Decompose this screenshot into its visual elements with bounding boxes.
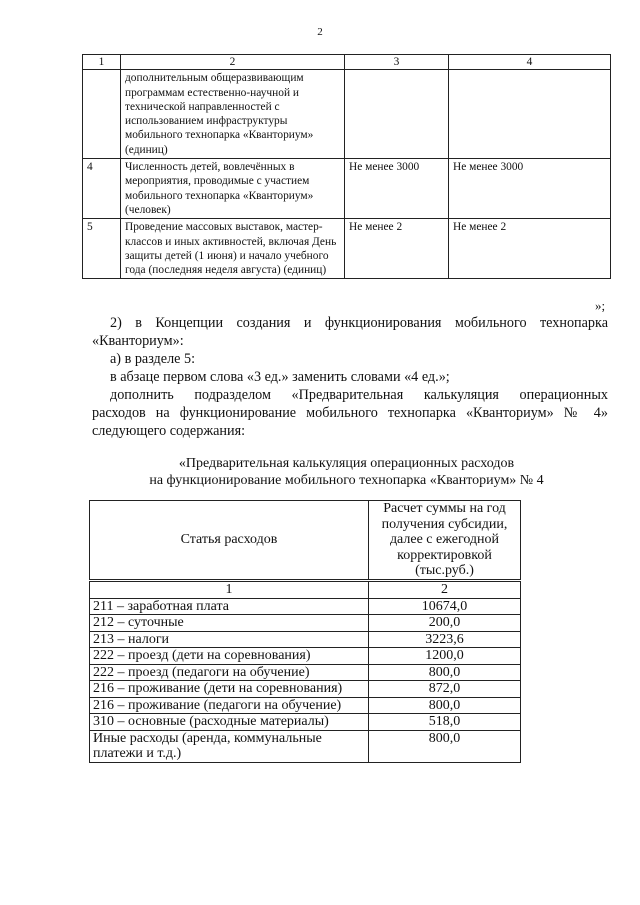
row-value: Не менее 2 [345, 219, 449, 279]
expense-item: 211 – заработная плата [90, 598, 369, 615]
table-row [90, 681, 521, 698]
amendment-paragraph-line: следующего содержания: [92, 423, 246, 439]
row-value [449, 70, 611, 159]
expense-item: 212 – суточные [90, 615, 369, 632]
amendment-paragraph-line: 2) в Концепции создания и функционирования мобильного технопарка [110, 315, 608, 331]
table-header-row [83, 55, 611, 70]
expense-item: 222 – проезд (дети на соревнования) [90, 648, 369, 665]
page-number: 2 [317, 26, 323, 38]
expense-item: 216 – проживание (дети на соревнования) [90, 681, 369, 698]
expense-item: Иные расходы (аренда, коммунальные платежи и т.д.) [90, 730, 369, 762]
header-cell: Расчет суммы на год получения субсидии, далее с ежегодной корректировкой (тыс.руб.) [369, 501, 521, 581]
header-cell: 2 [121, 55, 345, 70]
row-number: 5 [83, 219, 121, 279]
expense-amount: 200,0 [369, 615, 521, 632]
table-row [83, 70, 611, 159]
table-header-row [90, 501, 521, 581]
row-value: Не менее 3000 [449, 159, 611, 219]
expense-amount: 800,0 [369, 664, 521, 681]
table-row [83, 159, 611, 219]
row-value: Не менее 2 [449, 219, 611, 279]
table-row [90, 615, 521, 632]
expense-amount: 800,0 [369, 730, 521, 762]
row-text: Численность детей, вовлечённых в мероприятия, проводимые с участием мобильного технопарка «Кванториум» (человек) [121, 159, 345, 219]
expense-amount: 518,0 [369, 714, 521, 731]
expense-amount: 10674,0 [369, 598, 521, 615]
section-title-line: на функционирование мобильного технопарка «Кванториум» № 4 [149, 473, 544, 488]
expense-amount: 800,0 [369, 697, 521, 714]
row-number [83, 70, 121, 159]
quote-end: »; [595, 298, 606, 313]
expense-amount: 3223,6 [369, 631, 521, 648]
column-number: 1 [90, 581, 369, 599]
amendment-paragraph-line: «Кванториум»: [92, 333, 184, 349]
table-row [90, 631, 521, 648]
header-cell: 1 [83, 55, 121, 70]
table-row [90, 697, 521, 714]
section-title-line: «Предварительная калькуляция операционных расходов [178, 456, 515, 471]
expense-item: 310 – основные (расходные материалы) [90, 714, 369, 731]
header-cell: 3 [345, 55, 449, 70]
table-row [90, 664, 521, 681]
row-value [345, 70, 449, 159]
row-value: Не менее 3000 [345, 159, 449, 219]
row-text: дополнительным общеразвивающим программам естественно-научной и технической направленностей с использованием инфраструктуры мобильного технопарка «Кванториум» (единиц) [121, 70, 345, 159]
expense-amount: 1200,0 [369, 648, 521, 665]
amendment-paragraph: а) в разделе 5: [110, 351, 196, 367]
table-row [90, 648, 521, 665]
amendment-paragraph: в абзаце первом слова «3 ед.» заменить словами «4 ед.»; [110, 369, 450, 385]
calculation-table [89, 500, 521, 763]
numbering-row [90, 581, 521, 599]
expense-item: 216 – проживание (педагоги на обучение) [90, 697, 369, 714]
table-row [90, 598, 521, 615]
amendment-paragraph-line: дополнить подразделом «Предварительная калькуляция операционных [110, 387, 608, 403]
table-row [90, 730, 521, 762]
amendment-paragraph-line: расходов на функционирование мобильного технопарка «Кванториум» № 4» [92, 405, 608, 421]
column-number: 2 [369, 581, 521, 599]
expense-amount: 872,0 [369, 681, 521, 698]
expense-item: 213 – налоги [90, 631, 369, 648]
indicators-table [82, 54, 611, 279]
row-number: 4 [83, 159, 121, 219]
table-row [90, 714, 521, 731]
row-text: Проведение массовых выставок, мастер-классов и иных активностей, включая День защиты детей (1 июня) и начало учебного года (последняя неделя августа) (единиц) [121, 219, 345, 279]
table-row [83, 219, 611, 279]
header-cell: 4 [449, 55, 611, 70]
header-cell: Статья расходов [90, 501, 369, 581]
expense-item: 222 – проезд (педагоги на обучение) [90, 664, 369, 681]
